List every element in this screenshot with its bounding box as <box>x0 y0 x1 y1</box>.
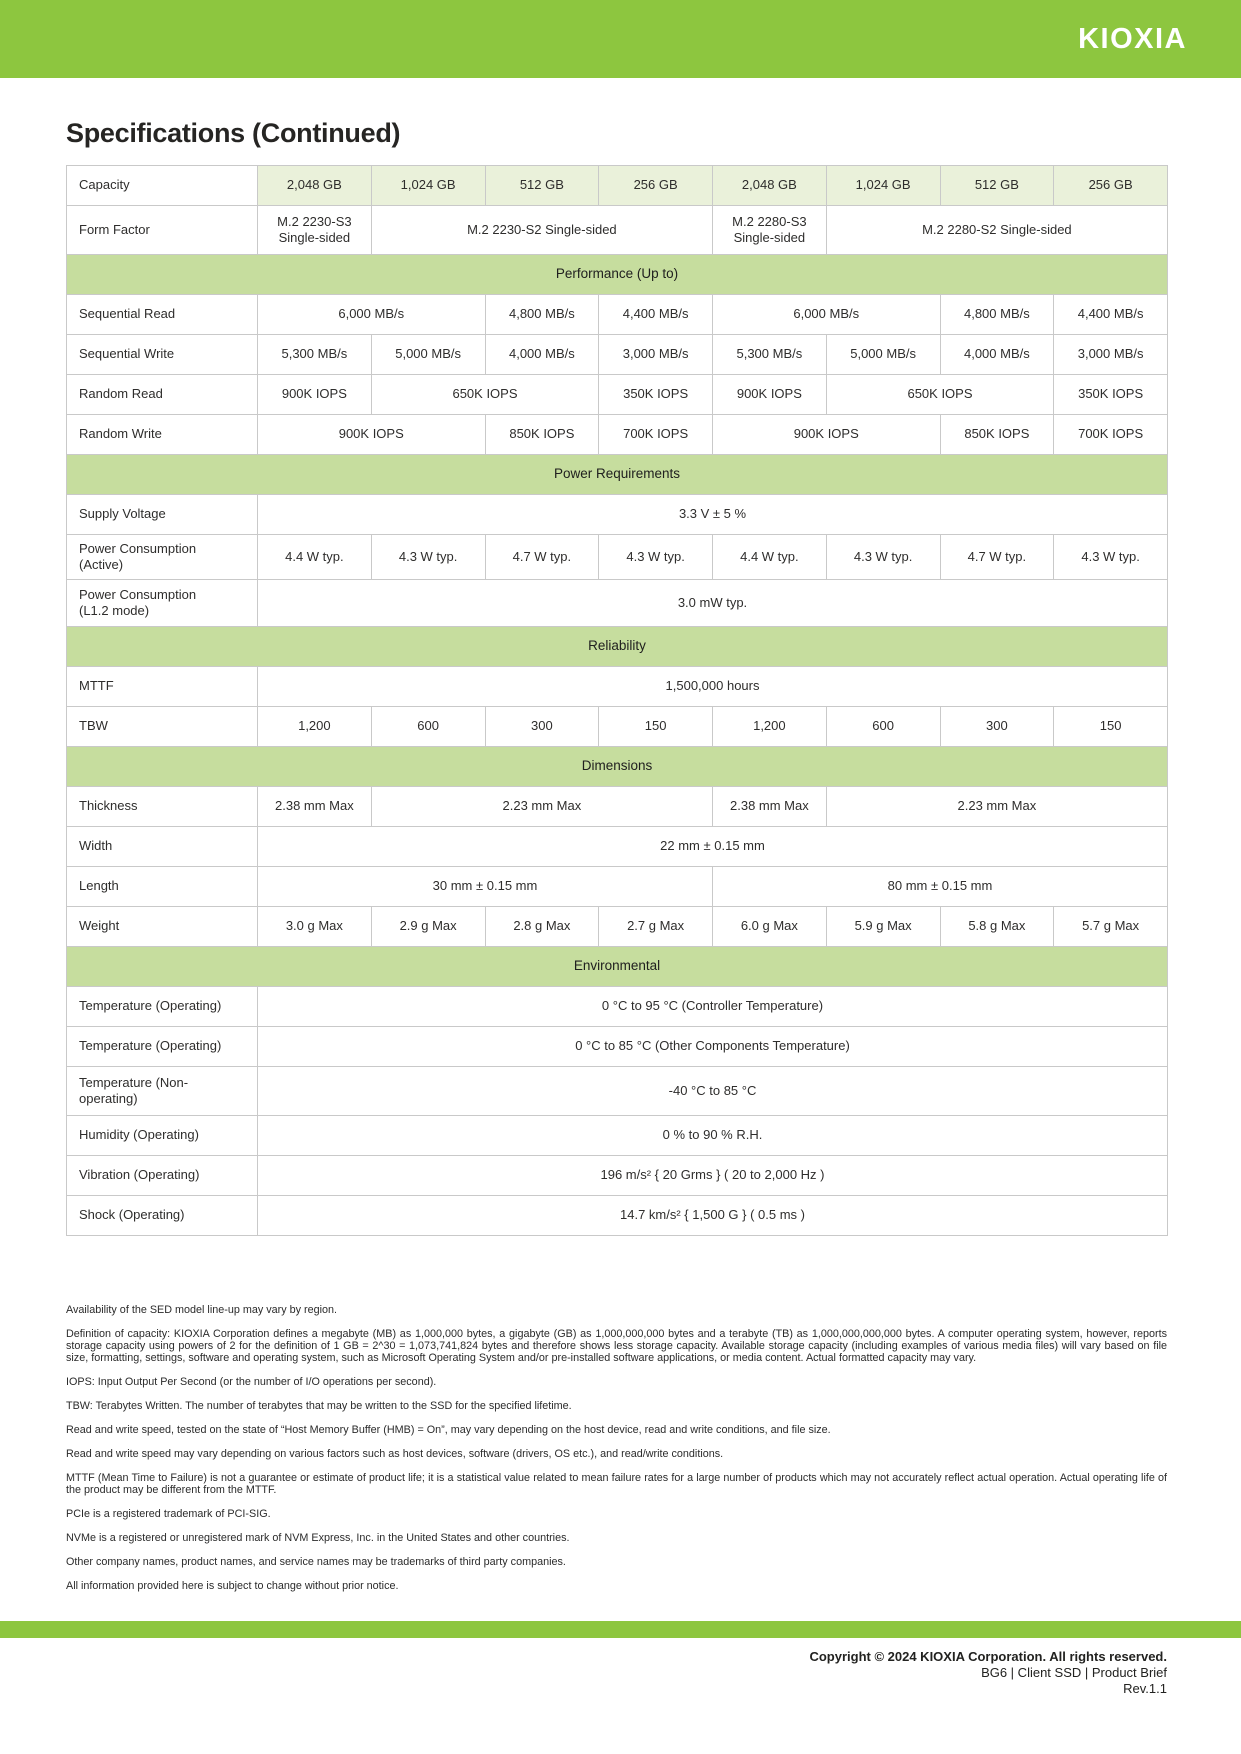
footnote: IOPS: Input Output Per Second (or the number of I/O operations per second). <box>66 1376 437 1388</box>
section-environmental <box>67 947 1168 987</box>
sequential-read-label: Sequential Read <box>67 295 258 335</box>
sequential-read-value: 4,800 MB/s <box>485 295 599 335</box>
weight-value: 2.9 g Max <box>371 907 485 947</box>
row-vibration <box>67 1156 1168 1196</box>
sequential-write-value: 3,000 MB/s <box>599 335 713 375</box>
section-header: Dimensions <box>67 747 1168 787</box>
tbw-label: TBW <box>67 707 258 747</box>
width-label: Width <box>67 827 258 867</box>
humidity-value: 0 % to 90 % R.H. <box>258 1116 1168 1156</box>
row-tbw <box>67 707 1168 747</box>
sequential-read-value: 4,400 MB/s <box>599 295 713 335</box>
random-write-value: 850K IOPS <box>940 415 1054 455</box>
power-active-value: 4.4 W typ. <box>258 535 372 580</box>
random-read-value: 900K IOPS <box>713 375 827 415</box>
row-sequential-write <box>67 335 1168 375</box>
capacity-value: 512 GB <box>940 166 1054 206</box>
thickness-value: 2.23 mm Max <box>371 787 712 827</box>
section-header: Performance (Up to) <box>67 255 1168 295</box>
sequential-write-value: 5,300 MB/s <box>713 335 827 375</box>
weight-value: 3.0 g Max <box>258 907 372 947</box>
form-factor-value: M.2 2230-S2 Single-sided <box>371 206 712 255</box>
temp-operating-label: Temperature (Operating) <box>67 987 258 1027</box>
row-temp-operating-components <box>67 1027 1168 1067</box>
shock-value: 14.7 km/s² { 1,500 G } ( 0.5 ms ) <box>258 1196 1168 1236</box>
temp-operating-value: 0 °C to 85 °C (Other Components Temperature) <box>258 1027 1168 1067</box>
length-value: 30 mm ± 0.15 mm <box>258 867 713 907</box>
form-factor-value: M.2 2230-S3 Single-sided <box>258 206 372 255</box>
footnote: NVMe is a registered or unregistered mark of NVM Express, Inc. in the United States and other countries. <box>66 1532 570 1544</box>
weight-value: 6.0 g Max <box>713 907 827 947</box>
power-active-value: 4.3 W typ. <box>826 535 940 580</box>
sequential-read-value: 4,800 MB/s <box>940 295 1054 335</box>
vibration-value: 196 m/s² { 20 Grms } ( 20 to 2,000 Hz ) <box>258 1156 1168 1196</box>
vibration-label: Vibration (Operating) <box>67 1156 258 1196</box>
shock-label: Shock (Operating) <box>67 1196 258 1236</box>
sequential-read-value: 6,000 MB/s <box>258 295 486 335</box>
sequential-write-label: Sequential Write <box>67 335 258 375</box>
form-factor-value: M.2 2280-S2 Single-sided <box>826 206 1167 255</box>
length-label: Length <box>67 867 258 907</box>
row-temp-non-operating <box>67 1067 1168 1116</box>
power-active-value: 4.3 W typ. <box>371 535 485 580</box>
row-shock <box>67 1196 1168 1236</box>
capacity-value: 1,024 GB <box>371 166 485 206</box>
sequential-write-value: 4,000 MB/s <box>485 335 599 375</box>
random-write-value: 900K IOPS <box>258 415 486 455</box>
sequential-write-value: 3,000 MB/s <box>1054 335 1168 375</box>
capacity-label: Capacity <box>67 166 258 206</box>
row-weight <box>67 907 1168 947</box>
section-header: Reliability <box>67 627 1168 667</box>
section-dimensions <box>67 747 1168 787</box>
row-power-active <box>67 535 1168 580</box>
thickness-label: Thickness <box>67 787 258 827</box>
tbw-value: 1,200 <box>713 707 827 747</box>
weight-value: 5.9 g Max <box>826 907 940 947</box>
footnote: Read and write speed, tested on the state of “Host Memory Buffer (HMB) = On”, may vary depending on the host device, read and write conditions, and file size. <box>66 1424 831 1436</box>
power-active-value: 4.3 W typ. <box>599 535 713 580</box>
top-brand-bar <box>0 0 1241 78</box>
random-read-label: Random Read <box>67 375 258 415</box>
row-temp-operating-controller <box>67 987 1168 1027</box>
width-value: 22 mm ± 0.15 mm <box>258 827 1168 867</box>
specifications-table <box>66 165 1168 1236</box>
random-read-value: 900K IOPS <box>258 375 372 415</box>
footnote: Other company names, product names, and service names may be trademarks of third party companies. <box>66 1556 566 1568</box>
row-random-write <box>67 415 1168 455</box>
tbw-value: 300 <box>485 707 599 747</box>
section-header: Environmental <box>67 947 1168 987</box>
capacity-value: 256 GB <box>1054 166 1168 206</box>
row-mttf <box>67 667 1168 707</box>
footer-revision: Rev.1.1 <box>1123 1681 1167 1696</box>
random-write-value: 900K IOPS <box>713 415 941 455</box>
power-l12-value: 3.0 mW typ. <box>258 580 1168 627</box>
row-capacity <box>67 166 1168 206</box>
random-write-value: 850K IOPS <box>485 415 599 455</box>
random-write-value: 700K IOPS <box>1054 415 1168 455</box>
row-thickness <box>67 787 1168 827</box>
power-l12-label: Power Consumption (L1.2 mode) <box>67 580 258 627</box>
weight-label: Weight <box>67 907 258 947</box>
random-read-value: 650K IOPS <box>371 375 599 415</box>
temp-non-operating-value: -40 °C to 85 °C <box>258 1067 1168 1116</box>
weight-value: 5.8 g Max <box>940 907 1054 947</box>
humidity-label: Humidity (Operating) <box>67 1116 258 1156</box>
temp-non-operating-label: Temperature (Non-operating) <box>67 1067 258 1116</box>
supply-voltage-label: Supply Voltage <box>67 495 258 535</box>
power-active-value: 4.4 W typ. <box>713 535 827 580</box>
row-length <box>67 867 1168 907</box>
capacity-value: 256 GB <box>599 166 713 206</box>
capacity-value: 2,048 GB <box>713 166 827 206</box>
row-humidity <box>67 1116 1168 1156</box>
footer-product: BG6 | Client SSD | Product Brief <box>981 1665 1167 1680</box>
thickness-value: 2.23 mm Max <box>826 787 1167 827</box>
random-write-value: 700K IOPS <box>599 415 713 455</box>
weight-value: 5.7 g Max <box>1054 907 1168 947</box>
sequential-write-value: 4,000 MB/s <box>940 335 1054 375</box>
footnotes <box>66 1304 1167 1592</box>
page-title: Specifications (Continued) <box>66 118 401 148</box>
tbw-value: 600 <box>371 707 485 747</box>
weight-value: 2.8 g Max <box>485 907 599 947</box>
mttf-value: 1,500,000 hours <box>258 667 1168 707</box>
row-width <box>67 827 1168 867</box>
footer <box>809 1649 1167 1697</box>
row-supply-voltage <box>67 495 1168 535</box>
form-factor-label: Form Factor <box>67 206 258 255</box>
power-active-value: 4.7 W typ. <box>485 535 599 580</box>
tbw-value: 300 <box>940 707 1054 747</box>
form-factor-value: M.2 2280-S3 Single-sided <box>713 206 827 255</box>
footnote: PCIe is a registered trademark of PCI-SIG. <box>66 1508 271 1520</box>
capacity-value: 512 GB <box>485 166 599 206</box>
section-power <box>67 455 1168 495</box>
sequential-read-value: 6,000 MB/s <box>713 295 941 335</box>
row-random-read <box>67 375 1168 415</box>
bottom-brand-bar <box>0 1621 1241 1638</box>
sequential-write-value: 5,300 MB/s <box>258 335 372 375</box>
random-write-label: Random Write <box>67 415 258 455</box>
footnote: All information provided here is subject to change without prior notice. <box>66 1580 399 1592</box>
power-active-label: Power Consumption (Active) <box>67 535 258 580</box>
sequential-read-value: 4,400 MB/s <box>1054 295 1168 335</box>
weight-value: 2.7 g Max <box>599 907 713 947</box>
sequential-write-value: 5,000 MB/s <box>371 335 485 375</box>
power-active-value: 4.3 W typ. <box>1054 535 1168 580</box>
tbw-value: 150 <box>599 707 713 747</box>
footnote: MTTF (Mean Time to Failure) is not a guarantee or estimate of product life; it is a statistical value related to mean failure rates for a large number of products which may not accurately reflect actual operation. Actual operating life of the product may be different from the MTTF. <box>66 1472 1167 1496</box>
length-value: 80 mm ± 0.15 mm <box>713 867 1168 907</box>
footnote: Definition of capacity: KIOXIA Corporation defines a megabyte (MB) as 1,000,000 bytes, a gigabyte (GB) as 1,000,000,000 bytes and a terabyte (TB) as 1,000,000,000,000 bytes. A computer operating system, however, reports storage capacity using powers of 2 for the definition of 1 GB = 2^30 = 1,073,741,824 bytes and therefore shows less storage capacity. Available storage capacity (including examples of various media files) will vary based on file size, formatting, settings, software and operating system, such as Microsoft Operating System and/or pre-installed software applications, or media content. Actual formatted capacity may vary. <box>66 1328 1167 1364</box>
sequential-write-value: 5,000 MB/s <box>826 335 940 375</box>
footnote: Availability of the SED model line-up may vary by region. <box>66 1304 338 1316</box>
page-content <box>66 118 1167 1592</box>
random-read-value: 350K IOPS <box>1054 375 1168 415</box>
footnote: TBW: Terabytes Written. The number of terabytes that may be written to the SSD for the specified lifetime. <box>66 1400 572 1412</box>
temp-operating-value: 0 °C to 95 °C (Controller Temperature) <box>258 987 1168 1027</box>
row-form-factor <box>67 206 1168 255</box>
temp-operating-label: Temperature (Operating) <box>67 1027 258 1067</box>
footer-copyright: Copyright © 2024 KIOXIA Corporation. All rights reserved. <box>809 1649 1167 1664</box>
thickness-value: 2.38 mm Max <box>258 787 372 827</box>
capacity-value: 1,024 GB <box>826 166 940 206</box>
section-performance <box>67 255 1168 295</box>
kioxia-logo: KIOXIA <box>1078 22 1187 55</box>
random-read-value: 650K IOPS <box>826 375 1054 415</box>
row-power-l12 <box>67 580 1168 627</box>
random-read-value: 350K IOPS <box>599 375 713 415</box>
tbw-value: 150 <box>1054 707 1168 747</box>
tbw-value: 600 <box>826 707 940 747</box>
tbw-value: 1,200 <box>258 707 372 747</box>
row-sequential-read <box>67 295 1168 335</box>
thickness-value: 2.38 mm Max <box>713 787 827 827</box>
section-header: Power Requirements <box>67 455 1168 495</box>
section-reliability <box>67 627 1168 667</box>
supply-voltage-value: 3.3 V ± 5 % <box>258 495 1168 535</box>
footnote: Read and write speed may vary depending on various factors such as host devices, software (drivers, OS etc.), and read/write conditions. <box>66 1448 724 1460</box>
capacity-value: 2,048 GB <box>258 166 372 206</box>
power-active-value: 4.7 W typ. <box>940 535 1054 580</box>
mttf-label: MTTF <box>67 667 258 707</box>
